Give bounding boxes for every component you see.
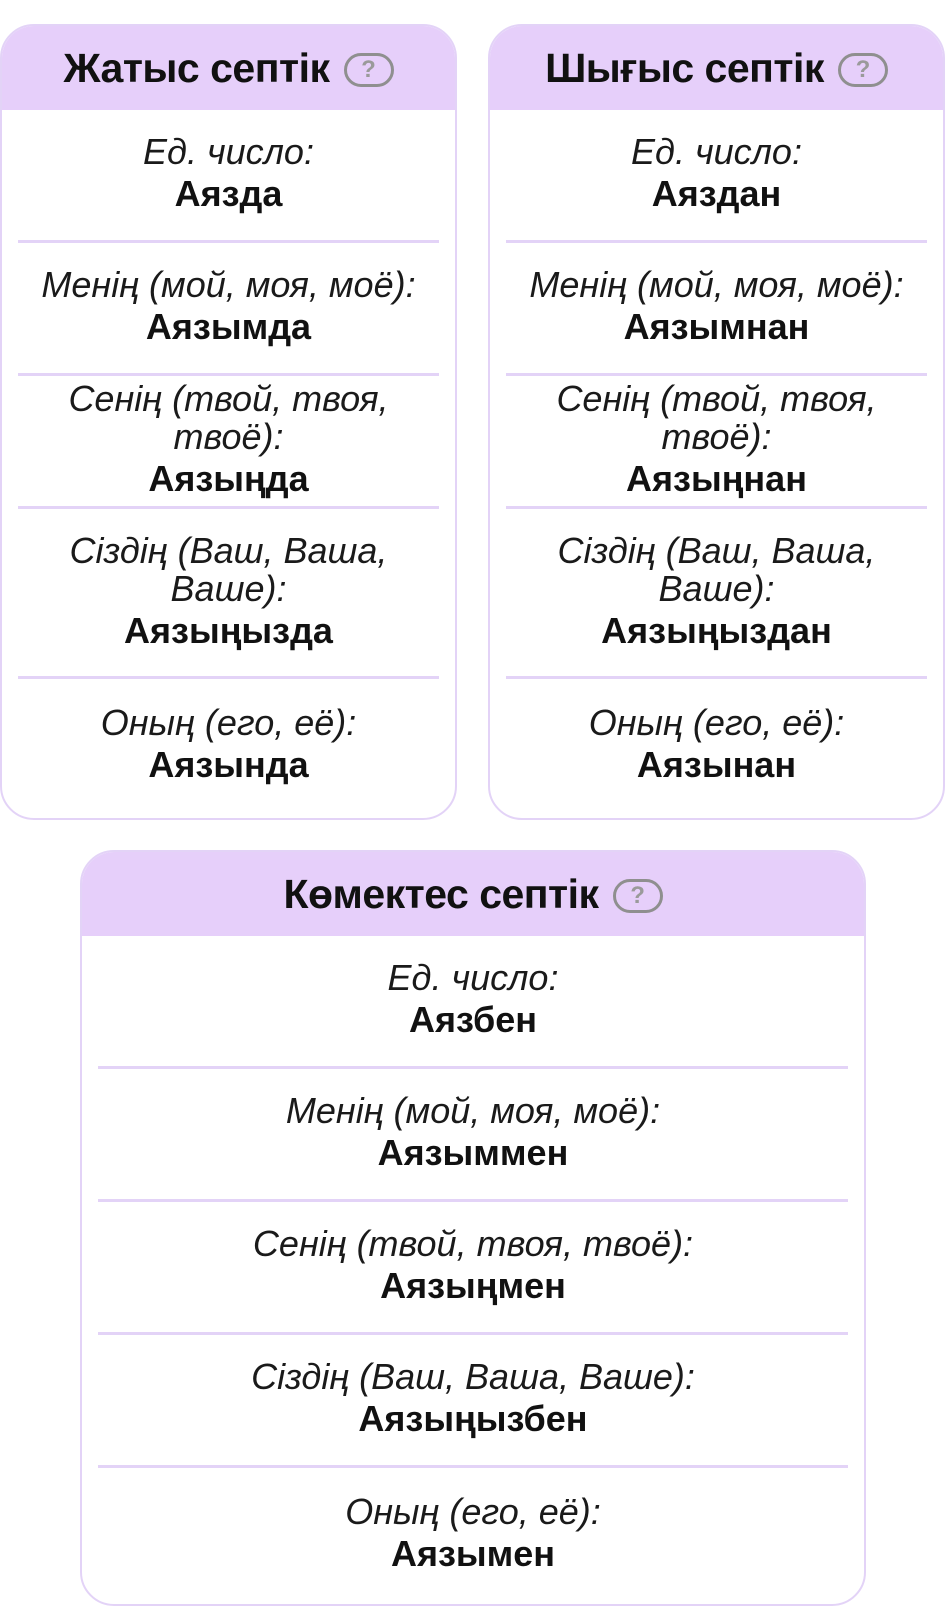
- form-label: Сенің (твой, твоя, твоё):: [68, 378, 389, 457]
- form-value: Аязыңмен: [380, 1265, 566, 1306]
- card-header: [490, 26, 943, 110]
- form-label: Ед. число:: [143, 131, 314, 172]
- form-label: Менің (мой, моя, моё):: [41, 264, 416, 305]
- form-value: Аязыңызбен: [358, 1398, 588, 1439]
- form-row: [98, 1335, 848, 1468]
- form-row: [18, 509, 439, 679]
- form-row: [506, 679, 927, 812]
- form-row: [506, 376, 927, 509]
- form-value: Аязымнан: [623, 306, 810, 347]
- card-header: [2, 26, 455, 110]
- form-value: Аязда: [174, 173, 283, 214]
- form-row: [98, 1468, 848, 1601]
- form-row: [18, 110, 439, 243]
- form-value: Аязыңызда: [124, 609, 333, 651]
- form-value: Аязыммен: [377, 1132, 569, 1173]
- form-label: Сенің (твой, твоя, твоё):: [252, 1223, 694, 1264]
- help-icon[interactable]: ?: [344, 53, 394, 87]
- form-label: Оның (его, её):: [100, 701, 357, 743]
- form-list: [2, 110, 455, 812]
- form-label: Менің (мой, моя, моё):: [285, 1090, 661, 1131]
- form-list: [82, 936, 864, 1601]
- case-card-locative: [0, 24, 457, 820]
- form-label: Сіздің (Ваш, Ваша, Ваше):: [251, 1356, 695, 1397]
- form-row: [506, 243, 927, 376]
- form-value: Аязыңнан: [626, 458, 807, 499]
- form-row: [98, 1069, 848, 1202]
- help-icon[interactable]: ?: [613, 879, 663, 913]
- card-title: Көмектес септік: [283, 870, 599, 917]
- form-row: [18, 679, 439, 812]
- form-value: Аязбен: [408, 999, 537, 1040]
- form-value: Аязымен: [390, 1532, 556, 1574]
- case-card-instrumental: [80, 850, 866, 1606]
- form-label: Сенің (твой, твоя, твоё):: [556, 378, 877, 457]
- card-header: [82, 852, 864, 936]
- form-value: Аязынан: [636, 743, 797, 785]
- form-label: Ед. число:: [387, 957, 559, 998]
- form-label: Ед. число:: [631, 131, 802, 172]
- form-row: [506, 509, 927, 679]
- form-row: [506, 110, 927, 243]
- form-row: [18, 243, 439, 376]
- form-row: [18, 376, 439, 509]
- form-value: Аязыңда: [148, 458, 309, 499]
- form-label: Оның (его, её):: [588, 701, 845, 743]
- form-label: Менің (мой, моя, моё):: [529, 264, 904, 305]
- form-value: Аяздан: [651, 173, 782, 214]
- card-title: Жатыс септік: [63, 44, 330, 91]
- form-value: Аязымда: [145, 306, 312, 347]
- form-label: Сіздің (Ваш, Ваша, Ваше):: [69, 529, 388, 609]
- form-label: Оның (его, её):: [345, 1490, 601, 1532]
- form-value: Аязыңыздан: [601, 609, 832, 651]
- card-title: Шығыс септік: [545, 44, 824, 91]
- form-value: Аязында: [148, 743, 309, 785]
- help-icon[interactable]: ?: [838, 53, 888, 87]
- form-list: [490, 110, 943, 812]
- form-row: [98, 1202, 848, 1335]
- case-card-ablative: [488, 24, 945, 820]
- form-label: Сіздің (Ваш, Ваша, Ваше):: [557, 529, 876, 609]
- form-row: [98, 936, 848, 1069]
